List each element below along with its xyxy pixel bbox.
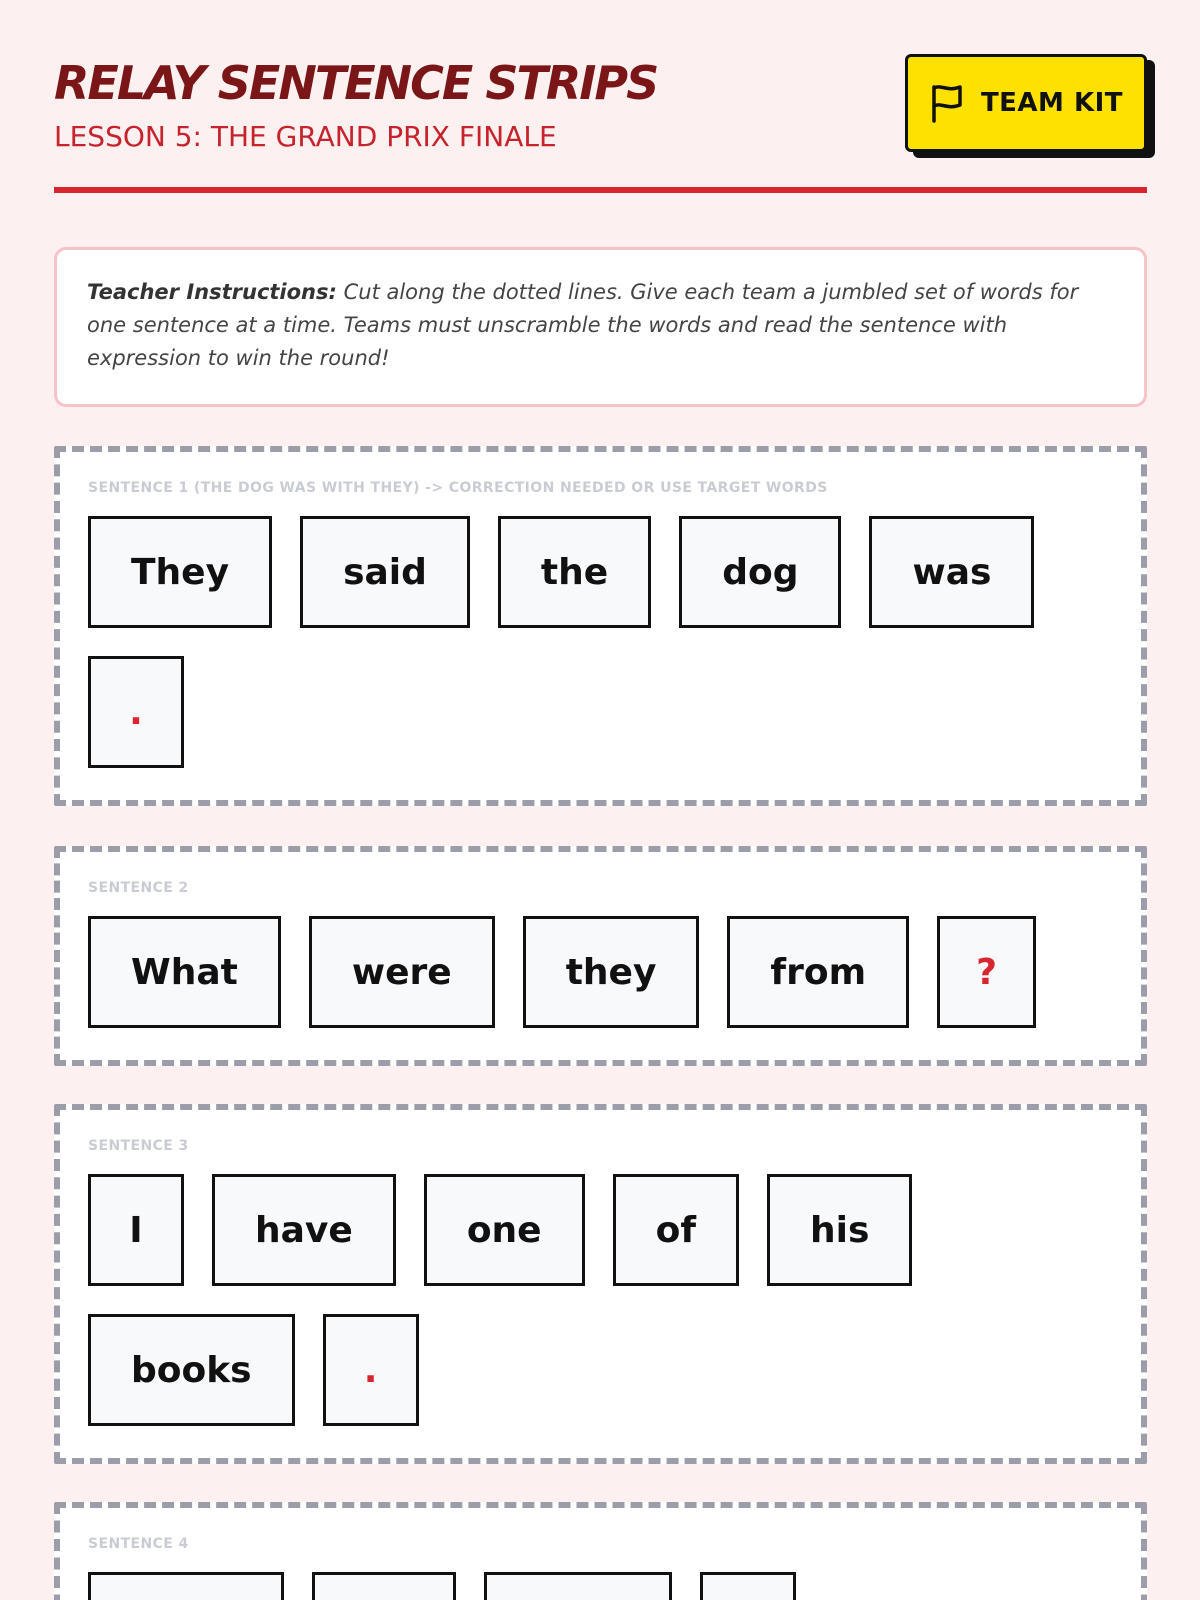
word-card[interactable]: They <box>88 516 272 628</box>
word-cards <box>88 516 1113 768</box>
page-header <box>54 0 1147 193</box>
word-card[interactable] <box>312 1572 456 1600</box>
flag-icon <box>929 83 965 123</box>
teacher-instructions <box>54 247 1147 407</box>
word-card[interactable]: the <box>498 516 651 628</box>
punctuation-card[interactable]: ? <box>937 916 1036 1028</box>
word-card[interactable] <box>700 1572 796 1600</box>
sentence-label: SENTENCE 1 (THE DOG WAS WITH THEY) -> CORRECTION NEEDED OR USE TARGET WORDS <box>88 480 828 496</box>
word-card[interactable] <box>484 1572 672 1600</box>
word-cards <box>88 1174 1113 1426</box>
instructions-body: Cut along the dotted lines. Give each team a jumbled set of words for one sentence at a time. Teams must unscramble the words and read the sentence with expression to win the round! <box>87 280 1079 370</box>
word-card[interactable] <box>88 1572 284 1600</box>
word-card[interactable]: his <box>767 1174 912 1286</box>
word-card[interactable]: What <box>88 916 281 1028</box>
word-card[interactable]: from <box>727 916 909 1028</box>
punctuation-card[interactable]: . <box>88 656 184 768</box>
word-card[interactable]: of <box>613 1174 739 1286</box>
word-card[interactable]: one <box>424 1174 585 1286</box>
sentence-strip-2 <box>54 846 1147 1066</box>
word-card[interactable]: have <box>212 1174 396 1286</box>
sentence-strip-1 <box>54 446 1147 806</box>
team-kit-label: TEAM KIT <box>980 88 1124 118</box>
word-cards <box>88 916 1113 1028</box>
sentence-label: SENTENCE 4 <box>88 1536 189 1552</box>
punctuation-card[interactable]: . <box>323 1314 419 1426</box>
word-card[interactable]: said <box>300 516 470 628</box>
word-card[interactable]: was <box>869 516 1034 628</box>
team-kit-button[interactable] <box>905 54 1147 152</box>
page-subtitle: LESSON 5: THE GRAND PRIX FINALE <box>54 120 557 153</box>
word-cards <box>88 1572 1113 1600</box>
page-title: RELAY SENTENCE STRIPS <box>54 56 658 110</box>
word-card[interactable]: books <box>88 1314 295 1426</box>
sentence-strip-3 <box>54 1104 1147 1464</box>
word-card[interactable]: they <box>523 916 700 1028</box>
word-card[interactable]: I <box>88 1174 184 1286</box>
sentence-strip-4 <box>54 1502 1147 1600</box>
word-card[interactable]: dog <box>679 516 841 628</box>
sentence-label: SENTENCE 3 <box>88 1138 189 1154</box>
word-card[interactable]: were <box>309 916 495 1028</box>
worksheet-page <box>54 0 1147 1552</box>
instructions-lead: Teacher Instructions: <box>87 280 337 304</box>
sentence-label: SENTENCE 2 <box>88 880 189 896</box>
